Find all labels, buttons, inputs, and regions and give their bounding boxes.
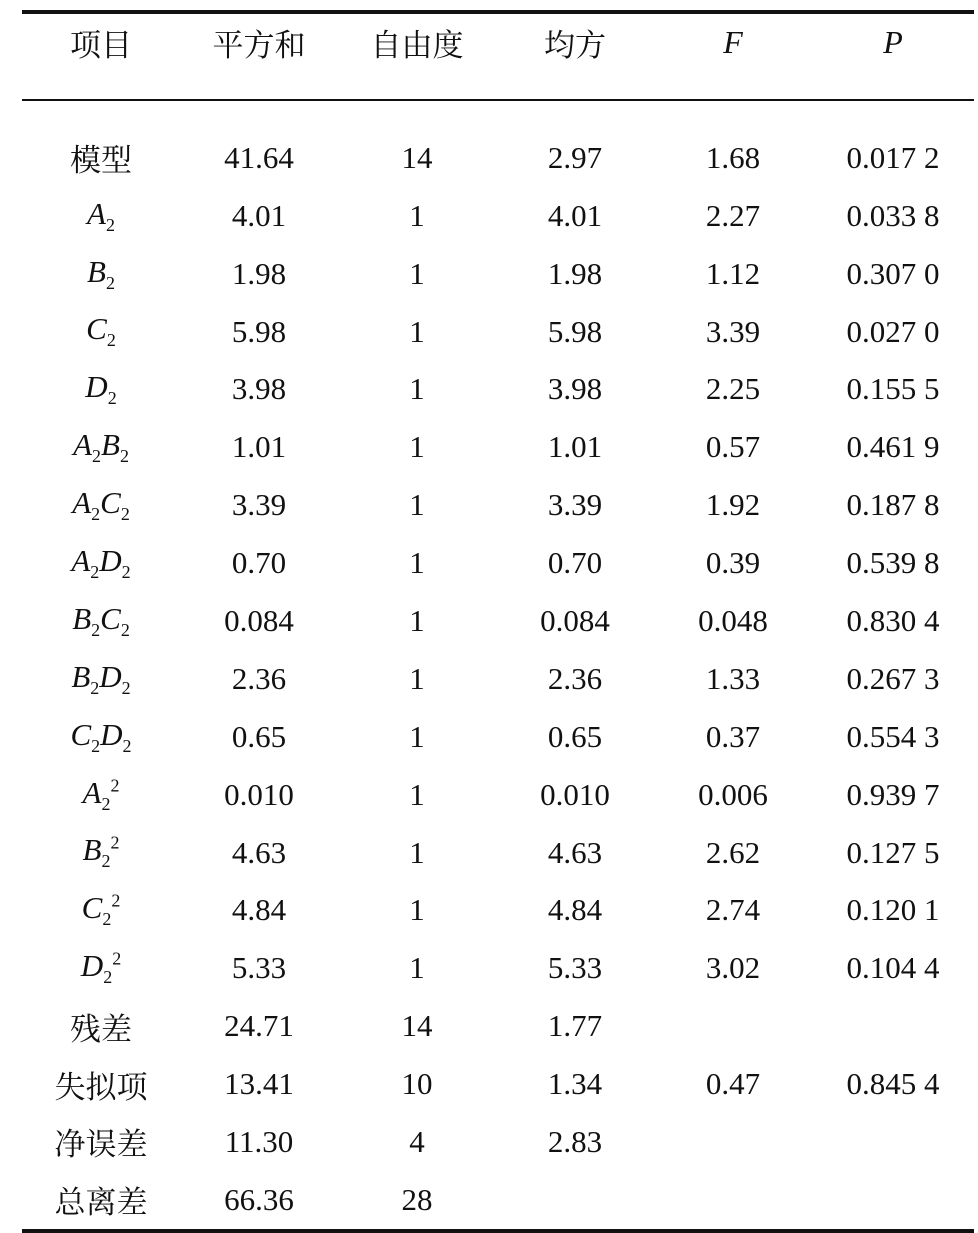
cell-f-value: 0.47 [705, 1066, 761, 1102]
cell-f-value: 0.048 [698, 602, 768, 638]
cell-f-value: 1.12 [705, 255, 761, 291]
cell-mean-square: 1.98 [547, 255, 603, 291]
row-item: $B_2$ [87, 253, 115, 293]
table-row [22, 650, 974, 708]
cell-f-value: 1.33 [705, 660, 761, 696]
cell-mean-square: 0.010 [540, 776, 610, 812]
anova-table-container [22, 10, 974, 1233]
cell-p-value: 0.033 8 [846, 197, 940, 233]
cell-f-value [654, 1171, 812, 1229]
header-sum-of-squares: 平方和 [212, 28, 306, 64]
cell-sum-of-squares: 1.01 [231, 429, 287, 465]
cell-mean-square: 4.63 [547, 834, 603, 870]
table-row [22, 824, 974, 882]
cell-sum-of-squares: 0.084 [224, 602, 294, 638]
row-item: 残差 [70, 1011, 132, 1048]
cell-mean-square: 4.01 [547, 197, 603, 233]
table-row [22, 1171, 974, 1229]
cell-p-value: 0.554 3 [846, 718, 940, 754]
header-mean-square: 均方 [544, 28, 606, 64]
cell-f-value: 0.57 [705, 429, 761, 465]
cell-f-value [654, 1113, 812, 1171]
cell-mean-square: 1.34 [547, 1066, 603, 1102]
cell-f-value: 3.39 [705, 313, 761, 349]
cell-sum-of-squares: 1.98 [231, 255, 287, 291]
cell-mean-square: 0.084 [540, 602, 610, 638]
row-item: $C_2$ [86, 311, 116, 351]
table-row [22, 1113, 974, 1171]
table-row [22, 881, 974, 939]
cell-degrees-of-freedom: 1 [409, 487, 425, 523]
cell-p-value: 0.127 5 [846, 834, 940, 870]
cell-p-value: 0.155 5 [846, 371, 940, 407]
cell-mean-square: 2.97 [547, 139, 603, 175]
cell-p-value [812, 997, 974, 1055]
cell-degrees-of-freedom: 1 [409, 950, 425, 986]
table-row [22, 939, 974, 997]
table-body [22, 71, 974, 1229]
row-item: $B_2C_2$ [72, 600, 130, 641]
header-rule [22, 99, 974, 101]
cell-degrees-of-freedom: 1 [409, 197, 425, 233]
cell-p-value: 0.267 3 [846, 660, 940, 696]
cell-mean-square: 0.65 [547, 718, 603, 754]
cell-sum-of-squares: 3.39 [231, 487, 287, 523]
row-item: 模型 [70, 143, 132, 180]
header-p-value: P [883, 24, 903, 60]
cell-p-value: 0.017 2 [846, 139, 940, 175]
cell-degrees-of-freedom: 10 [401, 1066, 433, 1102]
cell-degrees-of-freedom: 14 [401, 139, 433, 175]
cell-mean-square: 2.83 [547, 1123, 603, 1159]
cell-sum-of-squares: 24.71 [224, 1008, 294, 1044]
cell-sum-of-squares: 11.30 [224, 1123, 294, 1159]
cell-sum-of-squares: 2.36 [231, 660, 287, 696]
cell-f-value: 1.68 [705, 139, 761, 175]
cell-sum-of-squares: 0.010 [224, 776, 294, 812]
cell-f-value: 2.62 [705, 834, 761, 870]
table-row [22, 708, 974, 766]
row-item: 失拟项 [54, 1069, 148, 1106]
cell-p-value [812, 1113, 974, 1171]
cell-mean-square: 5.98 [547, 313, 603, 349]
cell-f-value [654, 997, 812, 1055]
header-f-value: F [723, 24, 743, 60]
row-item: $A_2B_2$ [73, 427, 129, 467]
cell-p-value: 0.461 9 [846, 429, 940, 465]
cell-p-value: 0.104 4 [846, 950, 940, 986]
cell-degrees-of-freedom: 1 [409, 313, 425, 349]
cell-f-value: 3.02 [705, 950, 761, 986]
cell-sum-of-squares: 0.65 [231, 718, 287, 754]
table-row [22, 187, 974, 245]
cell-mean-square: 0.70 [547, 545, 603, 581]
cell-sum-of-squares: 4.63 [231, 834, 287, 870]
row-item: $D_2^2$ [80, 948, 122, 988]
row-item: $A_2C_2$ [72, 485, 130, 525]
cell-sum-of-squares: 4.01 [231, 197, 287, 233]
cell-mean-square: 3.39 [547, 487, 603, 523]
cell-f-value: 2.25 [705, 371, 761, 407]
cell-sum-of-squares: 13.41 [224, 1066, 294, 1102]
anova-table [22, 14, 974, 1229]
table-row [22, 997, 974, 1055]
cell-p-value: 0.120 1 [846, 892, 940, 928]
bottom-rule [22, 1229, 974, 1233]
table-row [22, 129, 974, 187]
cell-sum-of-squares: 66.36 [224, 1181, 294, 1217]
table-row [22, 360, 974, 418]
table-row [22, 476, 974, 534]
cell-degrees-of-freedom: 1 [409, 371, 425, 407]
table-row [22, 418, 974, 476]
cell-p-value: 0.307 0 [846, 255, 940, 291]
row-item: $C_2D_2$ [70, 716, 132, 756]
table-row [22, 1055, 974, 1113]
cell-mean-square: 5.33 [547, 950, 603, 986]
row-item: $A_2$ [87, 195, 115, 235]
cell-mean-square: 1.77 [547, 1008, 603, 1044]
row-item: 总离差 [54, 1185, 148, 1222]
cell-degrees-of-freedom: 1 [409, 892, 425, 928]
cell-p-value: 0.845 4 [846, 1066, 940, 1102]
cell-degrees-of-freedom: 4 [409, 1123, 425, 1159]
cell-mean-square [496, 1171, 654, 1229]
header-degrees-of-freedom: 自由度 [370, 28, 464, 64]
cell-p-value: 0.939 7 [846, 776, 940, 812]
cell-sum-of-squares: 0.70 [231, 545, 287, 581]
row-item: $D_2$ [85, 369, 117, 409]
cell-p-value: 0.539 8 [846, 545, 940, 581]
cell-sum-of-squares: 41.64 [224, 139, 294, 175]
cell-degrees-of-freedom: 1 [409, 429, 425, 465]
cell-degrees-of-freedom: 1 [409, 255, 425, 291]
cell-degrees-of-freedom: 1 [409, 545, 425, 581]
cell-sum-of-squares: 5.33 [231, 950, 287, 986]
cell-mean-square: 1.01 [547, 429, 603, 465]
cell-mean-square: 3.98 [547, 371, 603, 407]
row-item: $A_2^2$ [82, 774, 120, 814]
cell-p-value: 0.187 8 [846, 487, 940, 523]
row-item: $A_2D_2$ [71, 542, 131, 583]
cell-degrees-of-freedom: 1 [409, 718, 425, 754]
table-row [22, 766, 974, 824]
cell-p-value: 0.830 4 [846, 602, 940, 638]
cell-mean-square: 2.36 [547, 660, 603, 696]
cell-degrees-of-freedom: 1 [409, 776, 425, 812]
cell-degrees-of-freedom: 14 [401, 1008, 433, 1044]
row-item: $C_2^2$ [81, 890, 121, 930]
row-item: $B_2D_2$ [71, 658, 131, 698]
cell-f-value: 2.27 [705, 197, 761, 233]
table-row [22, 534, 974, 592]
cell-f-value: 2.74 [705, 892, 761, 928]
table-row [22, 592, 974, 650]
cell-degrees-of-freedom: 1 [409, 834, 425, 870]
cell-f-value: 1.92 [705, 487, 761, 523]
cell-p-value: 0.027 0 [846, 313, 940, 349]
table-row [22, 245, 974, 303]
cell-sum-of-squares: 4.84 [231, 892, 287, 928]
row-item: $B_2^2$ [82, 832, 120, 872]
cell-sum-of-squares: 3.98 [231, 371, 287, 407]
cell-degrees-of-freedom: 28 [401, 1181, 433, 1217]
cell-degrees-of-freedom: 1 [409, 602, 425, 638]
cell-f-value: 0.006 [698, 776, 768, 812]
cell-f-value: 0.39 [705, 545, 761, 581]
row-item: 净误差 [54, 1127, 148, 1164]
cell-mean-square: 4.84 [547, 892, 603, 928]
cell-f-value: 0.37 [705, 718, 761, 754]
header-row [22, 14, 974, 71]
cell-p-value [812, 1171, 974, 1229]
table-row [22, 303, 974, 361]
cell-sum-of-squares: 5.98 [231, 313, 287, 349]
cell-degrees-of-freedom: 1 [409, 660, 425, 696]
header-item: 项目 [70, 28, 132, 64]
